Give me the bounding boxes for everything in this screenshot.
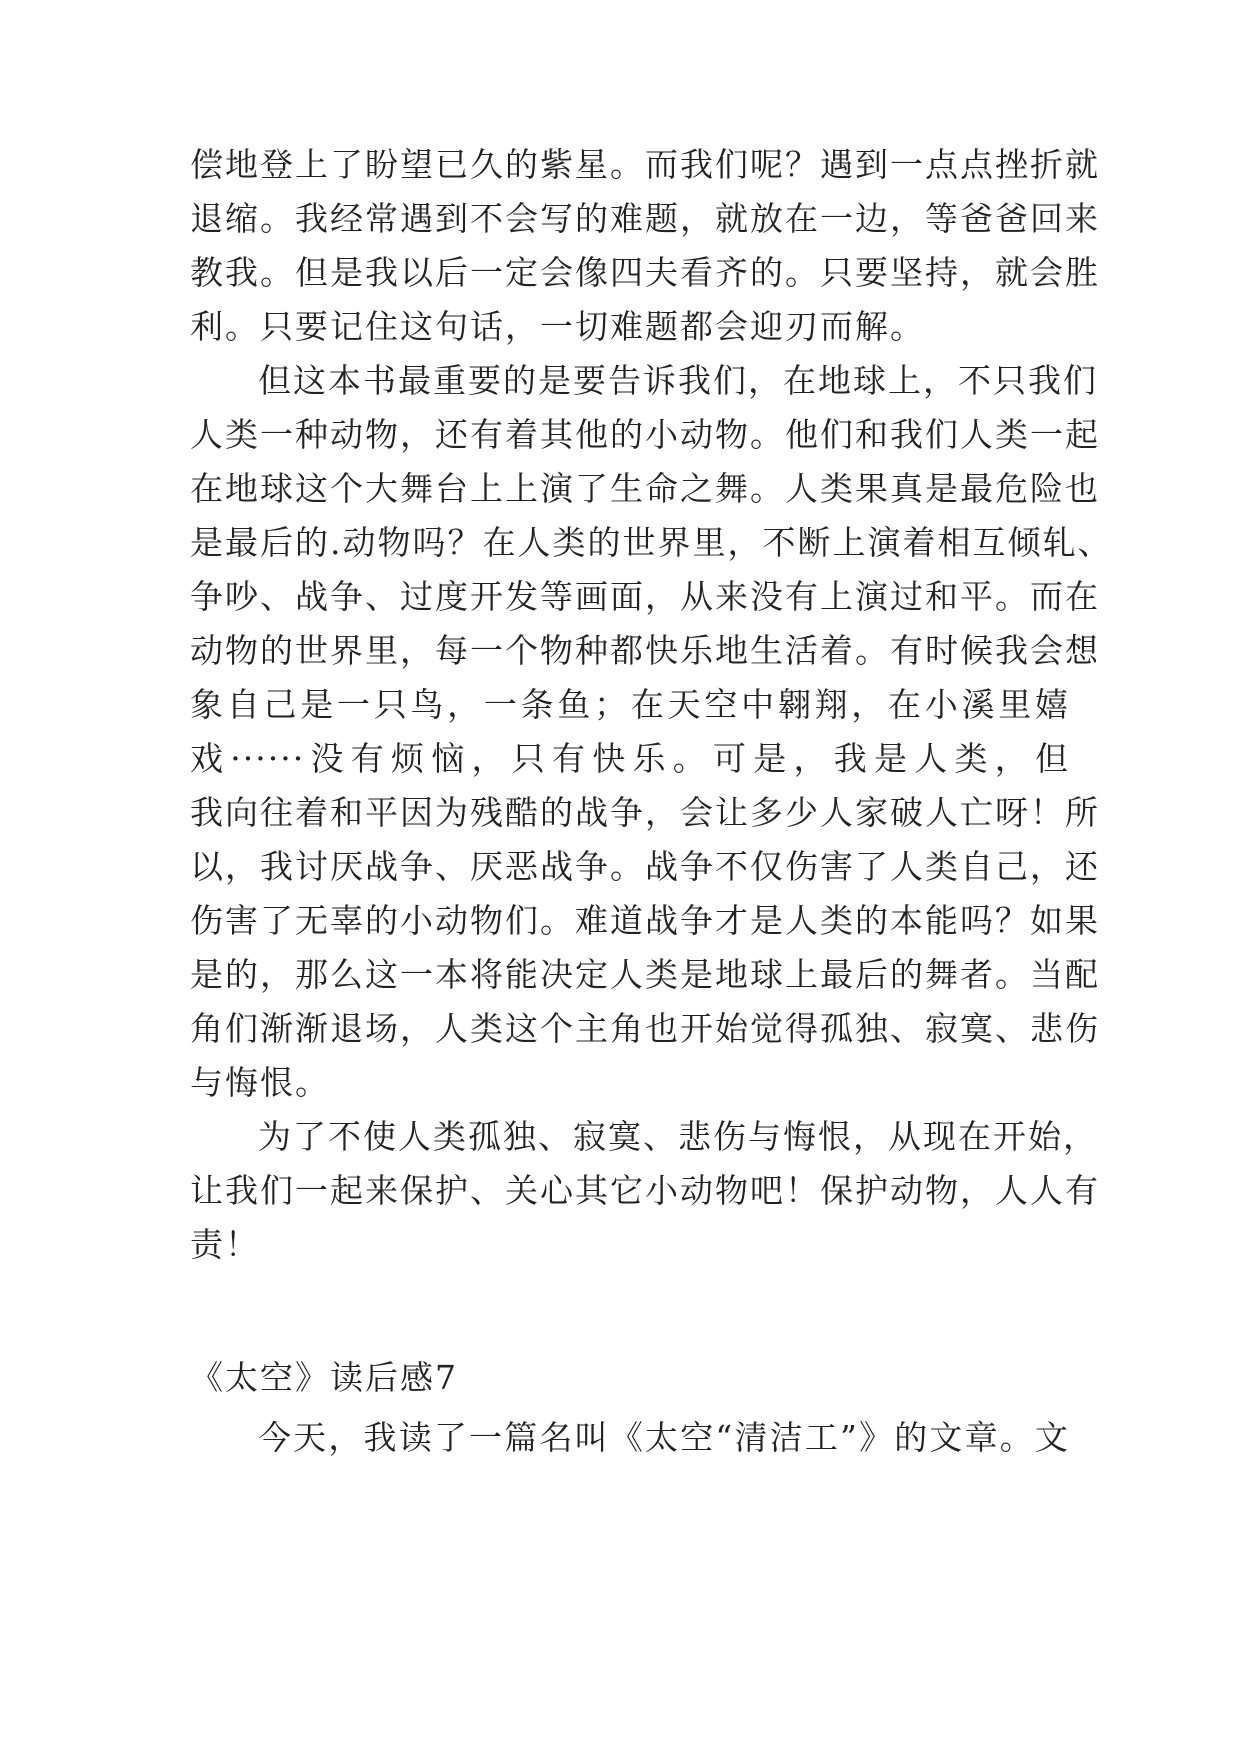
paragraph-2-line-8: 戏······没有烦恼，只有快乐。可是，我是人类，但: [190, 739, 1070, 778]
paragraph-3-line-2: 让我们一起来保护、关心其它小动物吧！保护动物，人人有: [190, 1171, 1100, 1210]
paragraph-2-line-9: 我向往着和平因为残酷的战争，会让多少人家破人亡呀！所: [190, 793, 1100, 832]
paragraph-1-line-4: 利。只要记住这句话，一切难题都会迎刃而解。: [190, 307, 925, 346]
paragraph-2-line-6: 动物的世界里，每一个物种都快乐地生活着。有时候我会想: [190, 631, 1100, 670]
paragraph-2-line-4: 是最后的.动物吗？在人类的世界里，不断上演着相互倾轧、: [190, 523, 1113, 562]
paragraph-1-line-2: 退缩。我经常遇到不会写的难题，就放在一边，等爸爸回来: [190, 199, 1100, 238]
paragraph-1-line-3: 教我。但是我以后一定会像四夫看齐的。只要坚持，就会胜: [190, 253, 1100, 292]
paragraph-2-line-5: 争吵、战争、过度开发等画面，从来没有上演过和平。而在: [190, 577, 1100, 616]
paragraph-2-line-1: 但这本书最重要的是要告诉我们，在地球上，不只我们: [258, 361, 1098, 400]
paragraph-2-line-11: 伤害了无辜的小动物们。难道战争才是人类的本能吗？如果: [190, 901, 1100, 940]
section-title: 《太空》读后感7: [190, 1358, 458, 1397]
paragraph-2-line-10: 以，我讨厌战争、厌恶战争。战争不仅伤害了人类自己，还: [190, 847, 1100, 886]
paragraph-3-line-1: 为了不使人类孤独、寂寞、悲伤与悔恨，从现在开始，: [258, 1117, 1098, 1156]
paragraph-2-line-13: 角们渐渐退场，人类这个主角也开始觉得孤独、寂寞、悲伤: [190, 1009, 1100, 1048]
paragraph-2-line-3: 在地球这个大舞台上上演了生命之舞。人类果真是最危险也: [190, 469, 1100, 508]
paragraph-2-line-2: 人类一种动物，还有着其他的小动物。他们和我们人类一起: [190, 415, 1100, 454]
paragraph-2-line-12: 是的，那么这一本将能决定人类是地球上最后的舞者。当配: [190, 955, 1100, 994]
paragraph-2-line-14: 与悔恨。: [190, 1063, 330, 1102]
paragraph-1-line-1: 偿地登上了盼望已久的紫星。而我们呢？遇到一点点挫折就: [190, 145, 1100, 184]
paragraph-4-line-1: 今天，我读了一篇名叫《太空“清洁工”》的文章。文: [258, 1418, 1070, 1457]
paragraph-2-line-7: 象自己是一只鸟，一条鱼；在天空中翱翔，在小溪里嬉: [190, 685, 1070, 724]
paragraph-3-line-3: 责！: [190, 1225, 260, 1264]
